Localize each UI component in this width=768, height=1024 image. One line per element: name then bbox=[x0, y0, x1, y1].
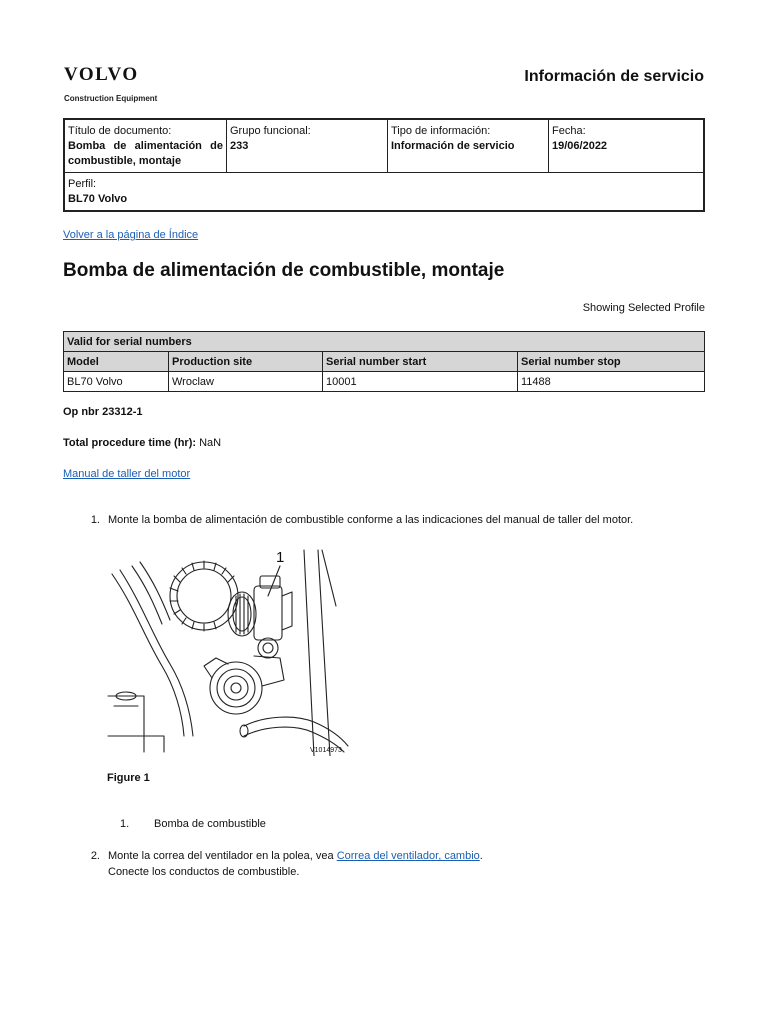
engine-line-drawing bbox=[104, 546, 350, 756]
brand-subtitle: Construction Equipment bbox=[64, 94, 158, 103]
fan-belt-change-link[interactable]: Correa del ventilador, cambio bbox=[336, 850, 480, 862]
op-number: Op nbr 23312-1 bbox=[63, 406, 143, 418]
page-title: Bomba de alimentación de combustible, montaje bbox=[63, 260, 505, 281]
date-value: 19/06/2022 bbox=[552, 140, 608, 152]
group-value: 233 bbox=[230, 140, 249, 152]
serial-numbers-table bbox=[63, 331, 705, 392]
doc-title-label: Título de documento: bbox=[68, 125, 172, 137]
procedure-steps bbox=[78, 514, 698, 526]
procedure-time-label: Total procedure time (hr): bbox=[63, 437, 197, 449]
col-header-serial-start: Serial number start bbox=[323, 352, 518, 372]
step-item bbox=[78, 514, 698, 526]
step-item bbox=[78, 848, 483, 880]
info-type-cell bbox=[388, 119, 549, 173]
doc-title-value: Bomba de alimentación de combustible, montaje bbox=[68, 140, 223, 167]
engine-manual-link[interactable]: Manual de taller del motor bbox=[63, 468, 191, 480]
doc-title-cell bbox=[64, 119, 227, 173]
profile-value: BL70 Volvo bbox=[68, 193, 128, 205]
procedure-time-value: NaN bbox=[199, 437, 222, 449]
info-type-value: Información de servicio bbox=[391, 140, 515, 152]
procedure-time bbox=[63, 437, 221, 449]
step-number: 2. bbox=[90, 850, 100, 862]
col-header-serial-stop: Serial number stop bbox=[518, 352, 705, 372]
date-label: Fecha: bbox=[552, 125, 586, 137]
profile-label: Perfil: bbox=[68, 178, 97, 190]
step2-line2: Conecte los conductos de combustible. bbox=[108, 866, 300, 878]
cell-model: BL70 Volvo bbox=[64, 372, 169, 392]
step-text bbox=[108, 848, 483, 880]
cell-production-site: Wroclaw bbox=[169, 372, 323, 392]
cell-serial-stop: 11488 bbox=[518, 372, 705, 392]
profile-note: Showing Selected Profile bbox=[582, 302, 705, 314]
document-meta-table bbox=[63, 118, 705, 212]
volvo-logo bbox=[64, 64, 157, 103]
figure-legend-item bbox=[120, 818, 266, 830]
profile-cell bbox=[64, 173, 704, 212]
group-cell bbox=[227, 119, 388, 173]
col-header-model: Model bbox=[64, 352, 169, 372]
figure-caption: Figure 1 bbox=[107, 772, 150, 784]
info-type-label: Tipo de información: bbox=[391, 125, 491, 137]
back-to-index-link[interactable]: Volver a la página de Índice bbox=[63, 229, 199, 241]
date-cell bbox=[549, 119, 705, 173]
header-title: Información de servicio bbox=[524, 68, 704, 85]
step2-text-after: . bbox=[479, 850, 483, 862]
step-text: Monte la bomba de alimentación de combustible conforme a las indicaciones del manual de taller del motor. bbox=[108, 514, 634, 526]
serial-table-caption: Valid for serial numbers bbox=[64, 332, 705, 352]
table-row bbox=[64, 372, 705, 392]
legend-text: Bomba de combustible bbox=[154, 818, 266, 830]
step-number: 1. bbox=[90, 514, 100, 526]
brand-name: VOLVO bbox=[64, 64, 139, 85]
group-label: Grupo funcional: bbox=[230, 125, 311, 137]
col-header-production-site: Production site bbox=[169, 352, 323, 372]
callout-number: 1 bbox=[276, 549, 285, 566]
fuel-pump-figure bbox=[104, 546, 350, 756]
legend-number: 1. bbox=[120, 818, 130, 830]
step2-text-before: Monte la correa del ventilador en la polea, vea bbox=[108, 850, 337, 862]
cell-serial-start: 10001 bbox=[323, 372, 518, 392]
figure-reference: V1014973 bbox=[310, 747, 342, 754]
